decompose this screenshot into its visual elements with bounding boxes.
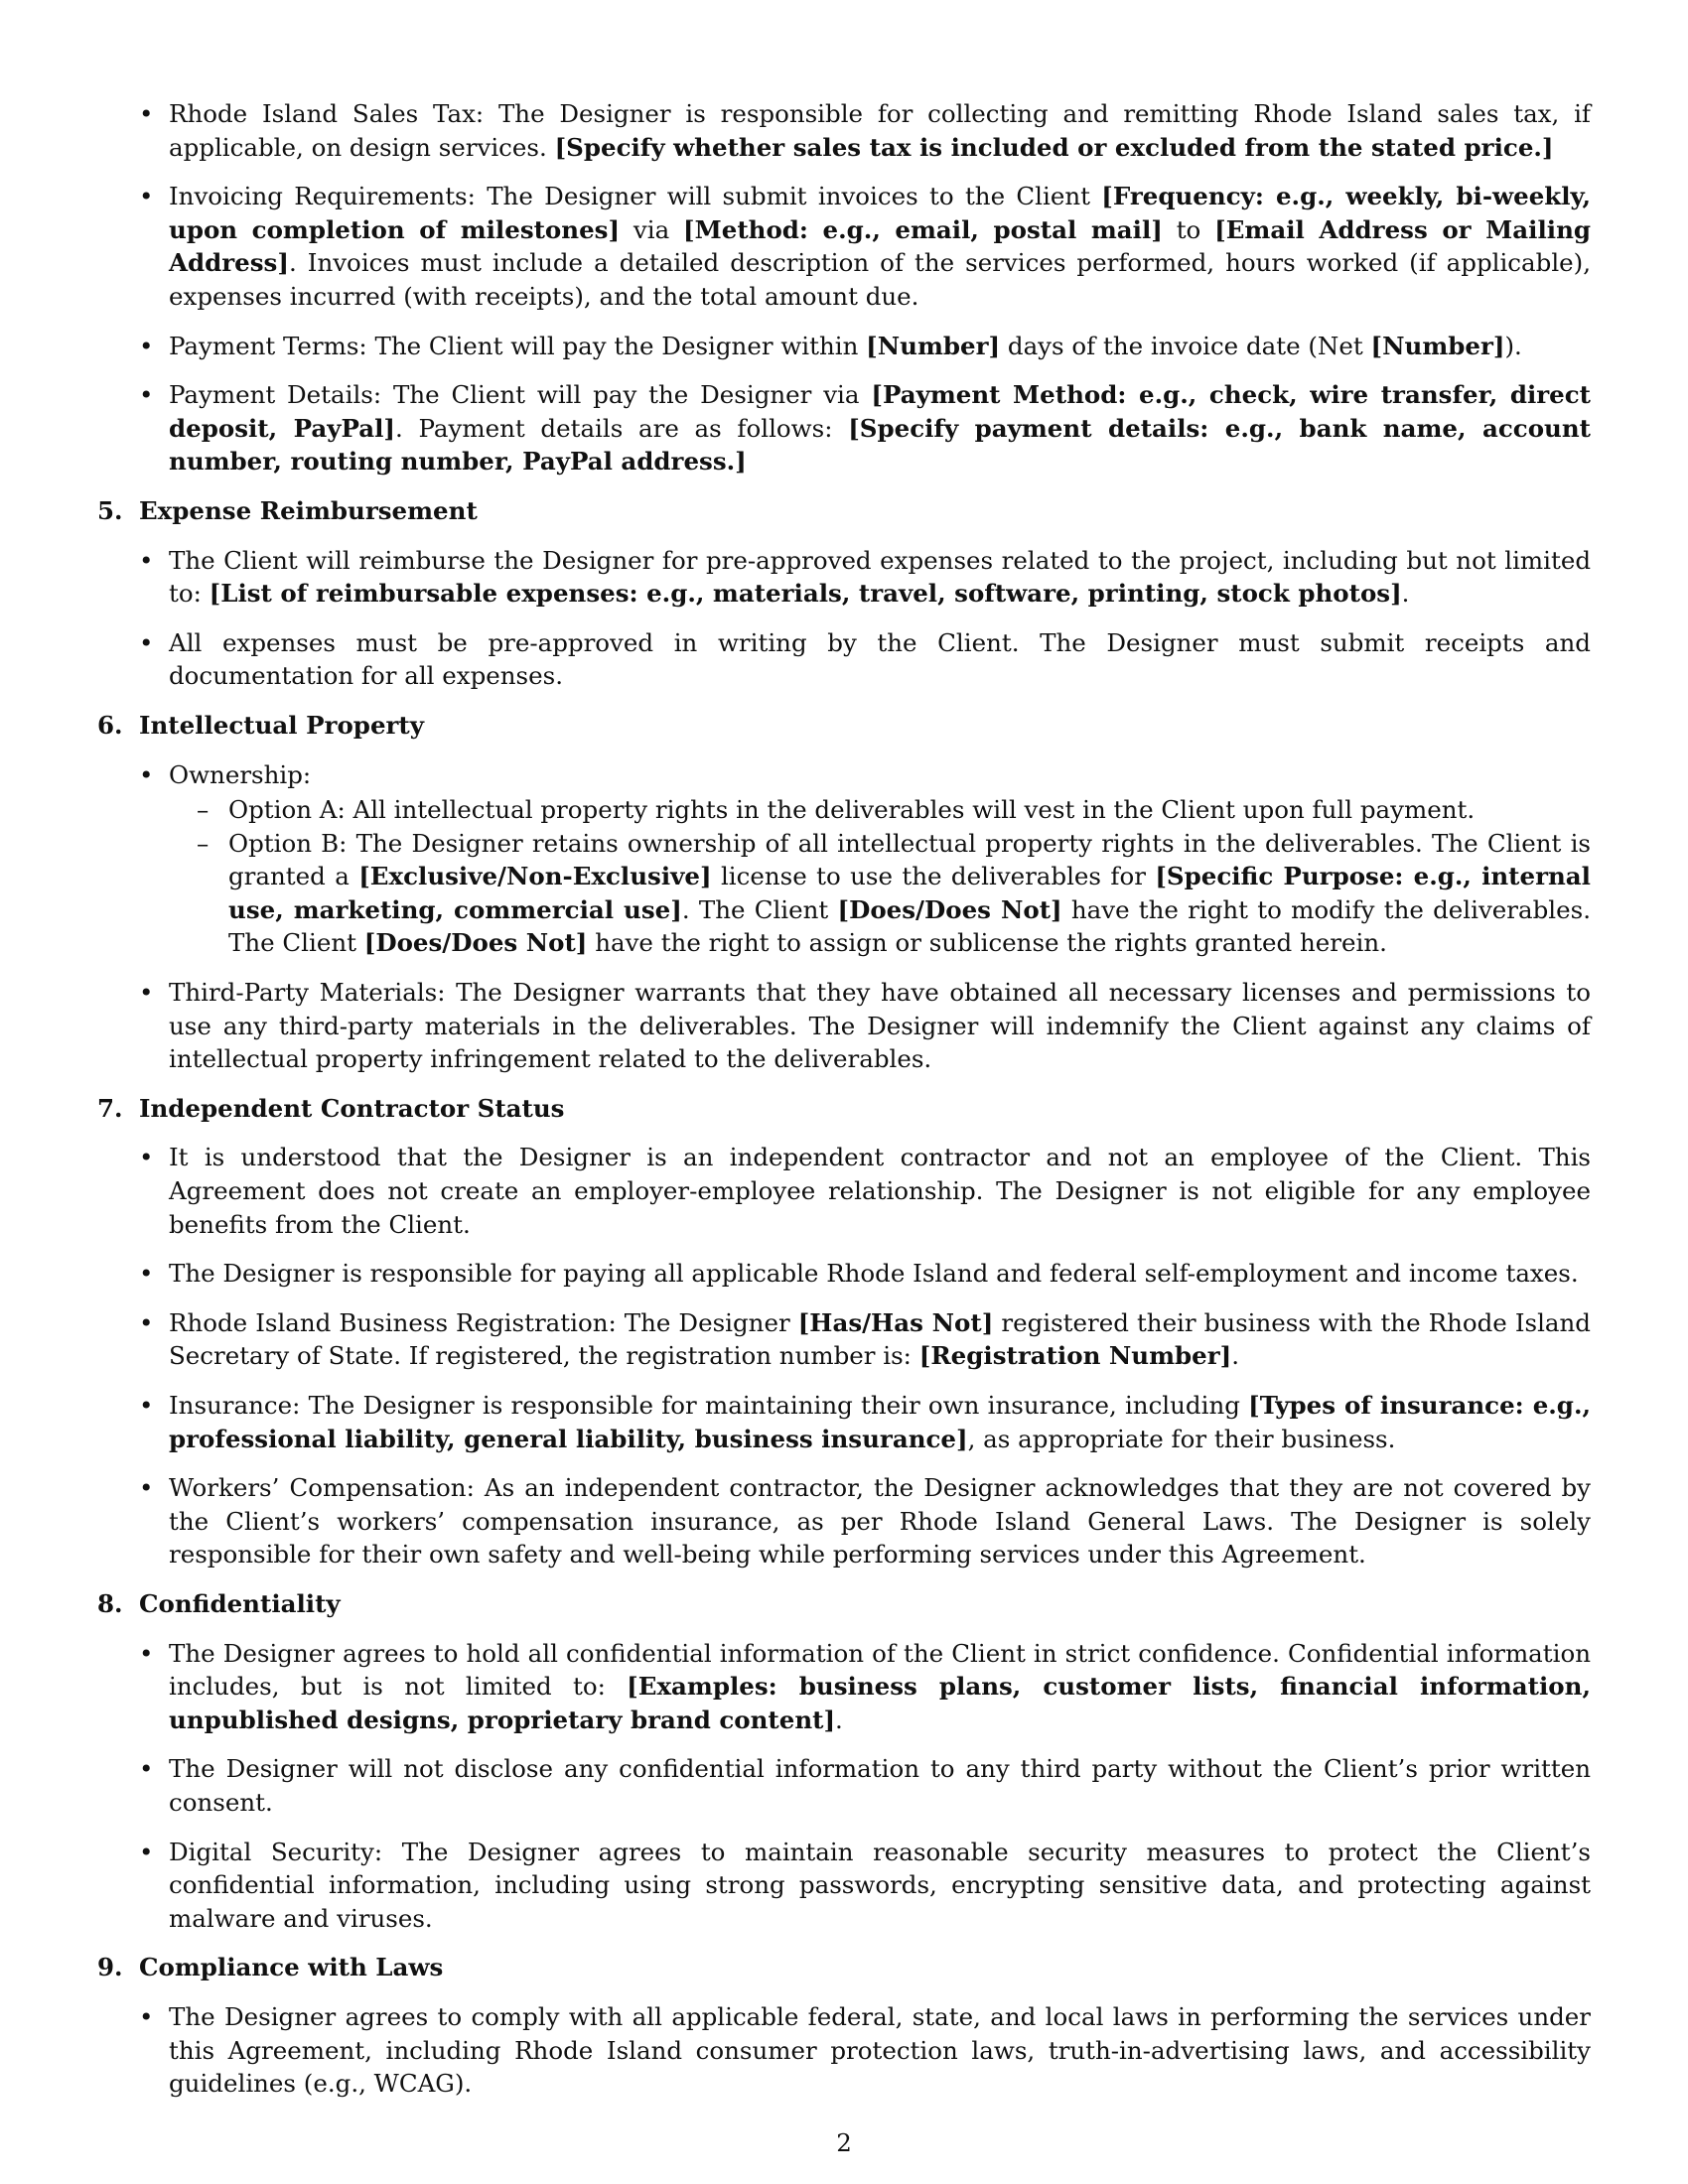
list-item-payment-terms: • Payment Terms: The Client will pay the Designer within [Number] days of the invoice date (Net [Number]).: [97, 330, 1591, 363]
document-body: [97, 97, 1591, 2116]
bullet-marker: •: [139, 1837, 154, 1866]
bullet-marker: •: [139, 2001, 154, 2031]
bullet-marker: •: [139, 759, 154, 789]
list-item: • Digital Security: The Designer agrees to maintain reasonable security measures to protect the Client’s confidential information, including using strong passwords, encrypting sensitive data, and protecting against malware and viruses.: [139, 1837, 1591, 1933]
list-item-third-party: • Third-Party Materials: The Designer warrants that they have obtained all necessary licenses and permissions to use any third-party materials in the deliverables. The Designer will indemnify the Client against any claims of intellectual property infringement related to the deliverables.: [139, 978, 1591, 1074]
list-item: • Workers’ Compensation: As an independent contractor, the Designer acknowledges that they are not covered by the Client’s workers’ compensation insurance, as per Rhode Island General Laws. The Designer is solely responsible for their own safety and well-being while performing services under this Agreement.: [139, 1473, 1591, 1570]
ownership-options: [169, 793, 1591, 960]
bullet-marker: •: [139, 978, 154, 1008]
list-item: • The Designer agrees to hold all confidential information of the Client in strict confidence. Confidential information includes, but is not limited to: [Examples: business plans, customer lists, financial information, unpublished designs, proprietary brand content].: [139, 1638, 1591, 1734]
dash-marker: –: [197, 795, 210, 825]
list-item-invoicing: • Invoicing Requirements: The Designer will submit invoices to the Client [Frequency: e.g., weekly, bi-weekly, upon completion of milestones] via [Method: e.g., email, postal mail] to [Email Address or Mailing Address]. Invoices must include a detailed description of the services performed, hours worked (if applicable), expenses incurred (with receipts), and the total amount due.: [139, 182, 1592, 311]
bullet-marker: •: [139, 1259, 154, 1289]
payment-list: [97, 97, 1591, 478]
ip-list: [97, 758, 1591, 1076]
expense-list: [97, 544, 1591, 693]
list-item: • The Designer will not disclose any confidential information to any third party without the Client’s prior written consent.: [139, 1754, 1591, 1817]
compliance-list: [97, 2000, 1591, 2101]
bullet-marker: •: [139, 99, 154, 128]
bullet-marker: •: [139, 331, 154, 360]
list-item: • It is understood that the Designer is an independent contractor and not an employee of the Client. This Agreement does not create an employer-employee relationship. The Designer is not eligible for any employee benefits from the Client.: [139, 1143, 1591, 1239]
contractor-list: [97, 1141, 1591, 1571]
bullet-marker: •: [139, 1638, 154, 1668]
section-heading-compliance: 9. Compliance with Laws: [97, 1953, 444, 1982]
bullet-marker: •: [139, 380, 154, 410]
list-item: • The Client will reimburse the Designer for pre-approved expenses related to the project, including but not limited to: [List of reimbursable expenses: e.g., materials, travel, software, printing, stock photos].: [139, 545, 1591, 609]
bullet-marker: •: [139, 545, 154, 575]
list-item: • The Designer is responsible for paying all applicable Rhode Island and federal self-employment and income taxes.: [97, 1257, 1591, 1291]
list-item: • The Designer agrees to comply with all applicable federal, state, and local laws in performing the services under this Agreement, including Rhode Island consumer protection laws, truth-in-advertising laws, and accessibility guidelines (e.g., WCAG).: [139, 2001, 1591, 2099]
list-item: • All expenses must be pre-approved in writing by the Client. The Designer must submit receipts and documentation for all expenses.: [139, 627, 1591, 691]
list-item: • Rhode Island Business Registration: The Designer [Has/Has Not] registered their business with the Rhode Island Secretary of State. If registered, the registration number is: [Registration Number].: [139, 1307, 1591, 1371]
section-heading-contractor: 7. Independent Contractor Status: [97, 1093, 565, 1123]
bullet-marker: •: [139, 1307, 154, 1337]
bullet-marker: •: [139, 1143, 154, 1172]
page-number: 2: [836, 2128, 852, 2157]
bullet-marker: •: [139, 1473, 154, 1503]
list-item-sales-tax: • Rhode Island Sales Tax: The Designer is responsible for collecting and remitting Rhode Island sales tax, if applicable, on design services. [Specify whether sales tax is included or excluded from the stated price.]: [139, 99, 1591, 162]
dash-marker: –: [197, 828, 210, 858]
section-heading-expense: 5. Expense Reimbursement: [97, 495, 478, 525]
bullet-marker: •: [139, 182, 154, 211]
bullet-marker: •: [139, 1391, 154, 1420]
option-a: – Option A: All intellectual property rights in the deliverables will vest in the Client upon full payment.: [169, 793, 1591, 827]
list-item: • Insurance: The Designer is responsible for maintaining their own insurance, including [Types of insurance: e.g., professional liability, general liability, business insurance], as appropriate for their business.: [139, 1391, 1591, 1453]
section-heading-ip: 6. Intellectual Property: [97, 710, 424, 740]
option-b: – Option B: The Designer retains ownership of all intellectual property rights in the deliverables. The Client is granted a [Exclusive/Non-Exclusive] license to use the deliverables for [Specific Purpose: e.g., internal use, marketing, commercial use]. The Client [Does/Does Not] have the right to modify the deliverables. The Client [Does/Does Not] have the right to assign or sublicense the rights granted herein.: [197, 828, 1591, 958]
list-item-ownership: • Ownership: – Option A: All intellectual property rights in the deliverables will vest in the Client upon full payment. – Option B: The Designer retains ownership of all intellectual property rights in the deliverables. The Client is granted a [Exclusive/Non-Exclusive] license to use the deliverables for [Specific Purpose: e.g., internal use, marketing, commercial use]. The Client [Does/Does Not] have the right to modify the deliverables. The Client [Does/Does Not] have the right to assign or sublicense the rights granted herein.: [97, 758, 1591, 961]
section-heading-confidentiality: 8. Confidentiality: [97, 1588, 341, 1618]
list-item-payment-details: • Payment Details: The Client will pay the Designer via [Payment Method: e.g., check, wire transfer, direct deposit, PayPal]. Payment details are as follows: [Specify payment details: e.g., bank name, account number, routing number, PayPal address.]: [139, 380, 1591, 477]
bullet-marker: •: [139, 1754, 154, 1784]
bullet-marker: •: [139, 627, 154, 657]
confidentiality-list: [97, 1637, 1591, 1936]
